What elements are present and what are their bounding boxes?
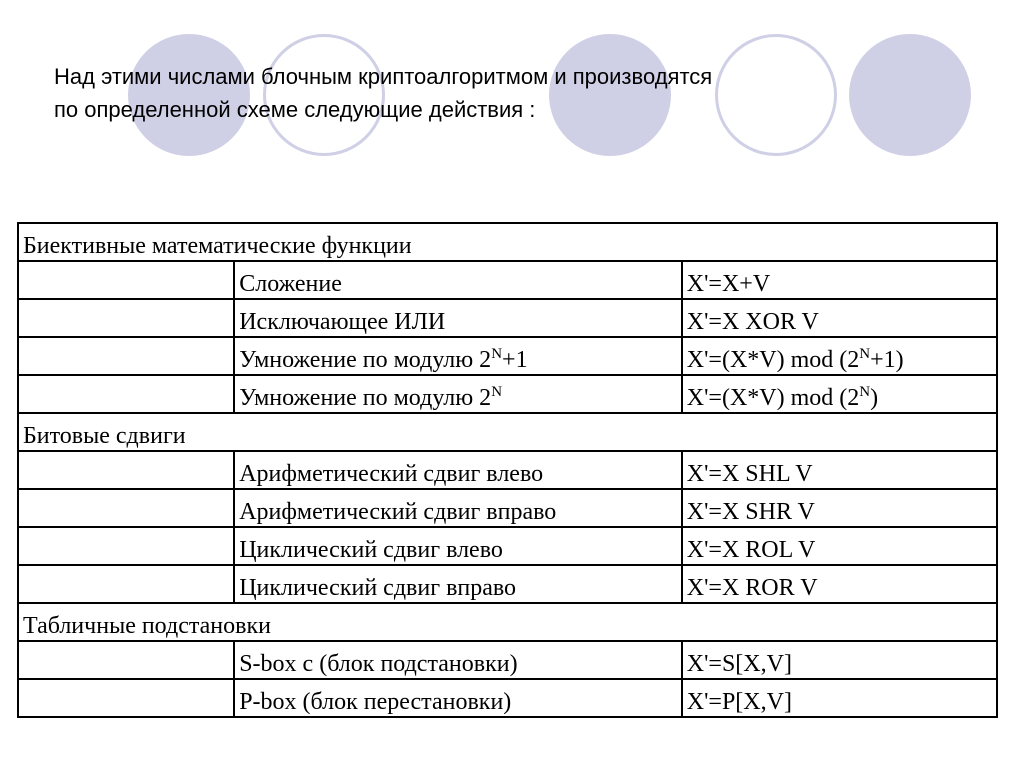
slide-title [54,60,974,126]
operation-formula: X'=S[X,V] [682,641,997,679]
formula-pre: X'=(X*V) mod (2 [686,347,860,373]
name-superscript: N [491,346,503,362]
formula-superscript: N [859,346,871,362]
operation-formula: X'=X XOR V [682,299,997,337]
empty-cell [18,451,234,489]
operation-formula: X'=X ROL V [682,527,997,565]
empty-cell [18,261,234,299]
empty-cell [18,489,234,527]
group-heading: Биективные математические функции [18,223,997,261]
operation-formula [682,337,997,375]
group-heading-row [18,223,997,261]
table-row [18,451,997,489]
operation-name: Циклический сдвиг вправо [234,565,682,603]
operation-formula: X'=X ROR V [682,565,997,603]
slide-title-line-2: по определенной схеме следующие действия : [54,97,536,122]
empty-cell [18,375,234,413]
name-pre: Умножение по модулю 2 [239,347,492,373]
empty-cell [18,337,234,375]
group-heading-row [18,603,997,641]
operation-name [234,337,682,375]
table-row [18,565,997,603]
group-heading: Табличные подстановки [18,603,997,641]
operation-name: P-box (блок перестановки) [234,679,682,717]
operation-name: Арифметический сдвиг влево [234,451,682,489]
operation-name [234,375,682,413]
operation-name: Исключающее ИЛИ [234,299,682,337]
operation-name: Циклический сдвиг влево [234,527,682,565]
operation-name: Арифметический сдвиг вправо [234,489,682,527]
empty-cell [18,641,234,679]
table-row [18,679,997,717]
name-post: +1 [502,347,528,373]
table-row [18,375,997,413]
empty-cell [18,565,234,603]
group-heading-row [18,413,997,451]
table-row [18,527,997,565]
table-row [18,337,997,375]
table-row [18,641,997,679]
empty-cell [18,299,234,337]
operation-formula: X'=P[X,V] [682,679,997,717]
operation-formula: X'=X+V [682,261,997,299]
table-row [18,299,997,337]
name-pre: Умножение по модулю 2 [239,385,492,411]
formula-superscript: N [859,384,871,400]
operation-formula: X'=X SHL V [682,451,997,489]
formula-pre: X'=(X*V) mod (2 [686,385,860,411]
operation-name: Сложение [234,261,682,299]
operation-name: S-box с (блок подстановки) [234,641,682,679]
name-superscript: N [491,384,503,400]
functions-table [17,222,998,718]
formula-post: +1) [870,347,904,373]
empty-cell [18,527,234,565]
group-heading: Битовые сдвиги [18,413,997,451]
operation-formula: X'=X SHR V [682,489,997,527]
operation-formula [682,375,997,413]
empty-cell [18,679,234,717]
slide-title-line-1: Над этими числами блочным криптоалгоритмом и производятся [54,64,713,89]
table-row [18,489,997,527]
table-row [18,261,997,299]
formula-post: ) [870,385,879,411]
